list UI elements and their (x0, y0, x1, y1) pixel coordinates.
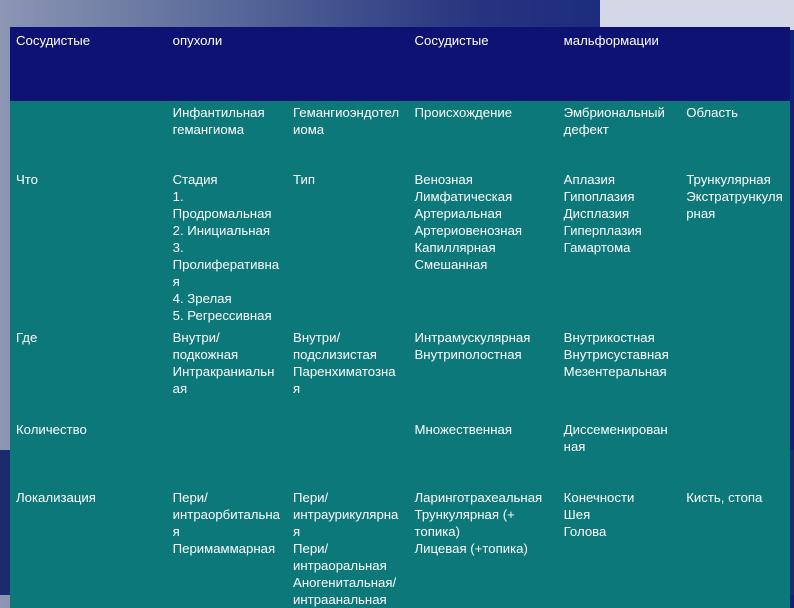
table-cell: Аплазия Гипоплазия Дисплазия Гиперплазия Гамартома (558, 168, 681, 325)
table-cell: Стадия 1. Продромальная 2. Инициальная 3. Пролиферативная 4. Зрелая 5. Регрессивная (167, 168, 287, 325)
table-cell: Венозная Лимфатическая Артериальная Артериовенозная Капиллярная Смешанная (409, 168, 558, 325)
table-cell: Внутри/подслизистая Паренхиматозная (287, 325, 408, 417)
row-label-cell: Где (10, 325, 167, 417)
row-label-cell: Количество (10, 417, 167, 485)
table-row (10, 485, 790, 608)
table-cell: Множественная (409, 417, 558, 485)
row-label-cell (10, 101, 167, 168)
table-cell: Пери/интраурикулярная Пери/интраоральная Аногенитальная/интраанальная (287, 485, 408, 608)
table-cell: Кисть, стопа (680, 485, 790, 608)
table-cell: Интрамускулярная Внутриполостная (409, 325, 558, 417)
table-cell: Ларинготрахеальная Трункулярная (+ топика) Лицевая (+топика) (409, 485, 558, 608)
table-cell (287, 417, 408, 485)
table-cell: Инфантильная гемангиома (167, 101, 287, 168)
table-header-row (10, 27, 790, 101)
table-cell (680, 417, 790, 485)
header-cell: опухоли (167, 27, 287, 101)
table-cell: Гемангиоэндотелиома (287, 101, 408, 168)
table-cell: Происхождение (409, 101, 558, 168)
header-cell: Сосудистые (409, 27, 558, 101)
row-label-cell: Что (10, 168, 167, 325)
table-cell (680, 325, 790, 417)
header-cell: Сосудистые (10, 27, 167, 101)
table-cell: Диссеменированная (558, 417, 681, 485)
table-cell: Пери/интраорбитальная Перимаммарная (167, 485, 287, 608)
header-cell: мальформации (558, 27, 681, 101)
table-cell: Трункулярная Экстратрункулярная (680, 168, 790, 325)
header-cell (680, 27, 790, 101)
table-row (10, 325, 790, 417)
table-row (10, 101, 790, 168)
table-cell: Внутри/подкожная Интракраниальная (167, 325, 287, 417)
table-row (10, 168, 790, 325)
vascular-anomalies-table (10, 27, 790, 608)
table-cell: Конечности Шея Голова (558, 485, 681, 608)
table-cell: Область (680, 101, 790, 168)
header-cell (287, 27, 408, 101)
table-cell (167, 417, 287, 485)
table-row (10, 417, 790, 485)
table-cell: Эмбриональный дефект (558, 101, 681, 168)
background-decor-top-right (600, 0, 794, 30)
table-cell: Тип (287, 168, 408, 325)
table-cell: Внутрикостная Внутрисуставная Мезентеральная (558, 325, 681, 417)
row-label-cell: Локализация (10, 485, 167, 608)
